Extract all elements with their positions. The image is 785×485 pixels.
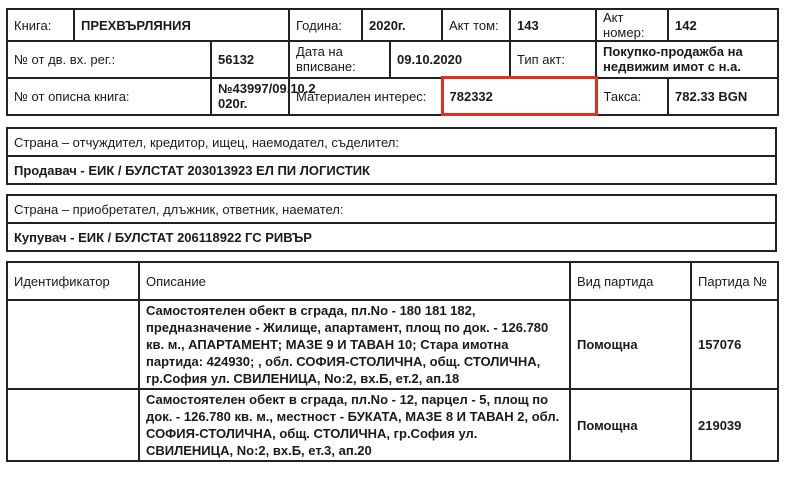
metadata-row-registration [7,41,778,78]
row-identifier [7,300,139,389]
inventory-book-value: №43997/09.10.2 020г. [211,78,289,115]
act-number-label: Акт номер: [596,9,668,41]
buyer-value: Купувач - ЕИК / БУЛСТАТ 206118922 ГС РИВЪР [7,223,776,251]
table-row [7,389,778,461]
buyer-header: Страна – приобретател, длъжник, ответник, наемател: [7,195,776,223]
row-description: Самостоятелен обект в сграда, пл.No - 180 181 182, предназначение - Жилище, апартамент, площ по док. - 126.780 кв. м., АПАРТАМЕНТ; МАЗЕ 9 И ТАВАН 10; Стара имотна партида: 424930; , обл. СОФИЯ-СТОЛИЧНА, общ. СТОЛИЧНА, гр.София ул. СВИЛЕНИЦА, No:2, вх.Б, ет.2, ап.18 [139,300,570,389]
fee-label: Такса: [596,78,668,115]
row-lot-type: Помощна [570,300,691,389]
identifier-header: Идентификатор [7,262,139,300]
seller-header: Страна – отчуждител, кредитор, ищец, наемодател, съделител: [7,128,776,156]
volume-label: Акт том: [442,9,510,41]
entry-date-value: 09.10.2020 [390,41,510,78]
row-description: Самостоятелен обект в сграда, пл.No - 12, парцел - 5, площ по док. - 126.780 кв. м., местност - БУКАТА, МАЗЕ 8 И ТАВАН 2, обл. СОФИЯ-СТОЛИЧНА, общ. СТОЛИЧНА, гр.София ул. СВИЛЕНИЦА, No:2, вх.Б, ет.3, ап.20 [139,389,570,461]
lot-number-header: Партида № [691,262,778,300]
book-value: ПРЕХВЪРЛЯНИЯ [74,9,289,41]
row-identifier [7,389,139,461]
act-type-value: Покупко-продажба на недвижим имот с н.а. [596,41,778,78]
description-header: Описание [139,262,570,300]
lot-type-header: Вид партида [570,262,691,300]
row-lot-number: 219039 [691,389,778,461]
seller-party-table [6,127,777,185]
buyer-party-table [6,194,777,252]
properties-table [6,261,779,462]
table-row [7,300,778,389]
row-lot-type: Помощна [570,389,691,461]
metadata-row-book [7,9,778,41]
material-interest-label: Материален интерес: [289,78,442,115]
volume-value: 143 [510,9,596,41]
material-interest-value: 782332 [442,78,596,115]
act-type-label: Тип акт: [510,41,596,78]
act-metadata-table [6,8,779,116]
year-value: 2020г. [362,9,442,41]
inventory-book-label: № от описна книга: [7,78,211,115]
act-number-value: 142 [668,9,778,41]
book-label: Книга: [7,9,74,41]
incoming-register-value: 56132 [211,41,289,78]
properties-header-row [7,262,778,300]
metadata-row-inventory [7,78,778,115]
incoming-register-label: № от дв. вх. рег.: [7,41,211,78]
seller-value: Продавач - ЕИК / БУЛСТАТ 203013923 ЕЛ ПИ ЛОГИСТИК [7,156,776,184]
row-lot-number: 157076 [691,300,778,389]
entry-date-label: Дата на вписване: [289,41,390,78]
fee-value: 782.33 BGN [668,78,778,115]
year-label: Година: [289,9,362,41]
